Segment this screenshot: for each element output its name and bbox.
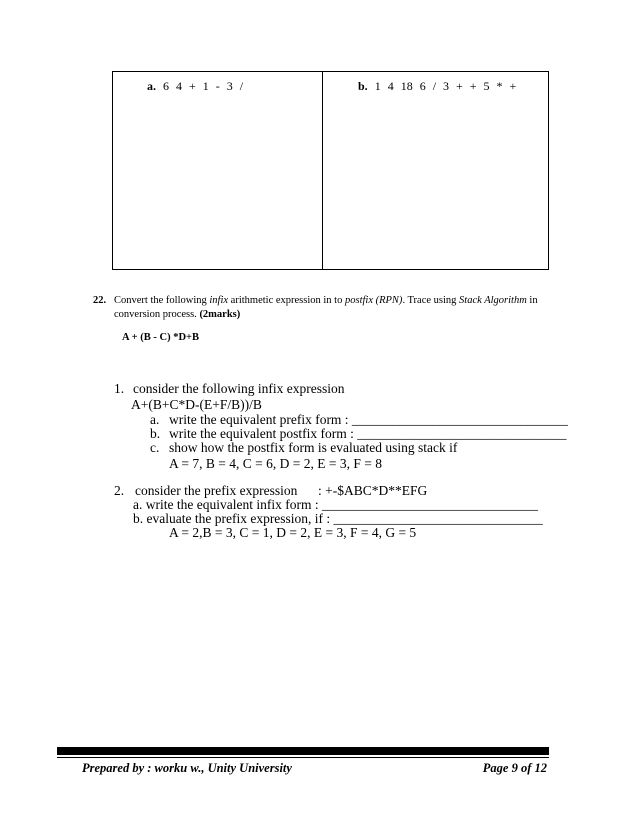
footer-rule	[57, 757, 549, 758]
q1a-label: a.	[150, 412, 160, 427]
q1c-label: c.	[150, 440, 160, 455]
q2-values: A = 2,B = 3, C = 1, D = 2, E = 3, F = 4, G = 5	[169, 525, 417, 540]
q1a-text: write the equivalent prefix form : ________________________________	[169, 412, 568, 427]
q2b-text: b. evaluate the prefix expression, if : _______________________________	[133, 511, 543, 526]
q22-marks: (2marks)	[199, 309, 241, 320]
q22-text-5: . Trace using	[402, 295, 460, 306]
q22-postfix: postfix (RPN)	[344, 295, 403, 306]
q1b-text: write the equivalent postfix form : _______________________________	[169, 426, 567, 441]
q22-stack-algorithm: Stack Algorithm	[459, 295, 527, 306]
q22-text-1: Convert the following	[114, 295, 210, 306]
cell-b-label: b.	[358, 79, 368, 93]
q22-number: 22.	[93, 295, 107, 306]
q22-line2	[114, 309, 240, 320]
q22-infix: infix	[209, 295, 229, 306]
footer-page-number: Page 9 of 12	[482, 761, 547, 775]
cell-a	[147, 79, 243, 94]
cell-a-label: a.	[147, 79, 156, 93]
expression-table	[112, 71, 549, 270]
footer-bar	[57, 747, 549, 755]
footer-left: Prepared by : worku w., Unity University	[82, 761, 292, 775]
q1-text: consider the following infix expression	[133, 381, 345, 396]
q2a-text: a. write the equivalent infix form : ________________________________	[133, 497, 538, 512]
cell-a-expression: 6 4 + 1 - 3 /	[163, 79, 244, 93]
q22-line1	[114, 295, 538, 306]
q22-text-3: arithmetic expression in to	[228, 295, 345, 306]
q2-expression: : +-$ABC*D**EFG	[318, 483, 428, 498]
cell-b	[358, 79, 516, 94]
q2-number: 2.	[114, 483, 125, 498]
q1-expression: A+(B+C*D-(E+F/B))/B	[131, 397, 262, 412]
q2-text: consider the prefix expression	[135, 483, 298, 498]
q1-values: A = 7, B = 4, C = 6, D = 2, E = 3, F = 8	[169, 456, 382, 471]
q1c-text: show how the postfix form is evaluated using stack if	[169, 440, 458, 455]
q22-text-7: in	[526, 295, 538, 306]
q1-number: 1.	[114, 381, 125, 396]
cell-b-expression: 1 4 18 6 / 3 + + 5 * +	[374, 79, 517, 93]
q22-line2-text: conversion process.	[114, 309, 200, 320]
q22-expression: A + (B - C) *D+B	[122, 332, 200, 343]
q1b-label: b.	[150, 426, 161, 441]
table-divider	[322, 72, 323, 269]
